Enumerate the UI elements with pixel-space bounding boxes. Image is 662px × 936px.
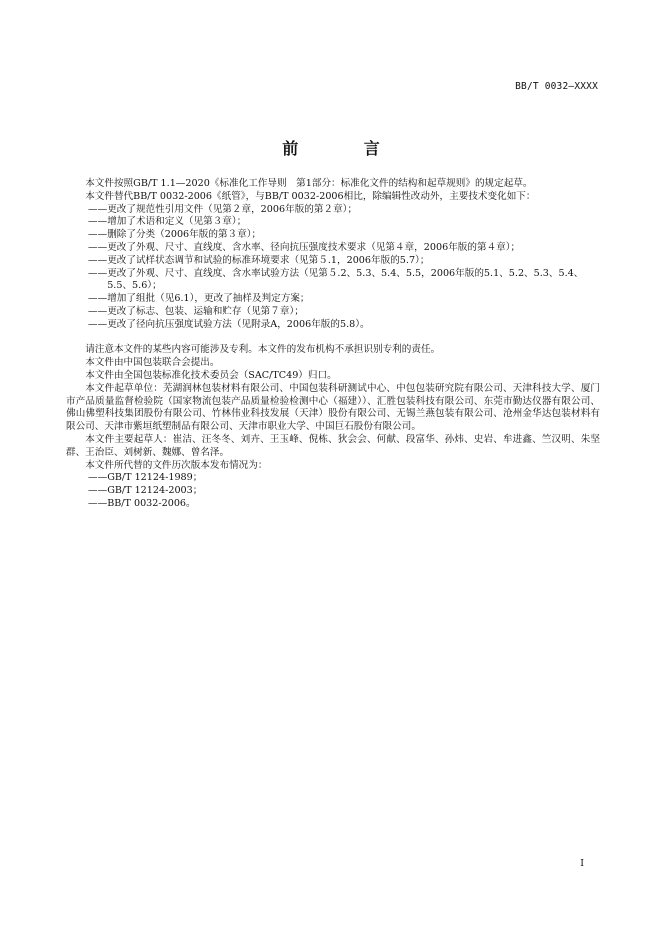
dash-marker: —— — [88, 241, 108, 253]
dash-marker: —— — [88, 472, 108, 484]
dash-marker: —— — [88, 305, 108, 317]
dash-marker: —— — [88, 254, 108, 266]
list-item — [66, 485, 600, 498]
list-item — [66, 293, 600, 306]
change-text: 更改了试样状态调节和试验的标准环境要求（见第５.1，2006年版的5.7）； — [107, 254, 430, 266]
list-item — [66, 216, 600, 229]
list-item — [66, 204, 600, 217]
committee-note: 本文件由全国包装标准化技术委员会（SAC/TC49）归口。 — [85, 369, 337, 381]
foreword-body — [66, 178, 600, 511]
change-text: 增加了组批（见6.1），更改了抽样及判定方案； — [107, 293, 310, 305]
drafting-organizations: 本文件起草单位：芜湖润林包装材料有限公司、中国包装科研测试中心、中包包装研究院有限公司、天津科技大学、厦门市产品质量监督检验院（国家物流包装产品质量检验检测中心（福建））、汇胜包装科技有限公司、东莞市勤达仪器有限公司、佛山佛塑科技集团股份有限公司、竹林伟业科技发展（天津）股份有限公司、无锡兰燕包装有限公司、沧州金华达包装材料有限公司、天津市紫垣纸塑制品有限公司、天津市职业大学、中国巨石股份有限公司。 — [66, 382, 600, 433]
history-intro: 本文件所代替的文件历次版本发布情况为： — [85, 459, 268, 471]
history-text: GB/T 12124-2003； — [107, 485, 203, 497]
dash-marker: —— — [88, 497, 108, 509]
list-item — [66, 268, 600, 294]
dash-marker: —— — [88, 293, 108, 305]
dash-marker: —— — [88, 485, 108, 497]
proposer-note: 本文件由中国包装联合会提出。 — [85, 357, 220, 369]
document-code: BB/T 0032—XXXX — [515, 81, 598, 92]
list-item — [66, 498, 600, 511]
page-title: 前 言 — [282, 139, 410, 158]
dash-marker: —— — [88, 267, 108, 279]
dash-marker: —— — [88, 216, 108, 228]
list-item — [66, 255, 600, 268]
intro-paragraph-1: 本文件按照GB/T 1.1—2020《标准化工作导则 第1部分：标准化文件的结构和起草规则》的规定起草。 — [85, 178, 533, 189]
change-text: 增加了术语和定义（见第３章）； — [107, 216, 247, 228]
dash-marker: —— — [88, 318, 108, 330]
changes-list — [66, 204, 600, 332]
history-text: BB/T 0032-2006。 — [107, 497, 196, 509]
section-gap — [66, 332, 600, 345]
dash-marker: —— — [88, 203, 108, 215]
change-text: 更改了外观、尺寸、直线度、含水率、径向抗压强度技术要求（见第４章，2006年版的第４章）； — [107, 241, 521, 253]
change-text: 更改了外观、尺寸、直线度、含水率试验方法（见第５.2、5.3、5.4、5.5，2006年版的5.1、5.2、5.3、5.4、5.5、5.6）； — [107, 267, 584, 292]
history-text: GB/T 12124-1989； — [107, 472, 203, 484]
list-item — [66, 472, 600, 485]
list-item — [66, 319, 600, 332]
page-number: I — [580, 858, 584, 869]
patent-note: 请注意本文件的某些内容可能涉及专利。本文件的发布机构不承担识别专利的责任。 — [85, 344, 441, 356]
drafters: 本文件主要起草人：崔洁、汪冬冬、刘卉、王玉峰、倪栋、狄会会、何献、段富华、孙炜、史岩、牟进鑫、竺汉明、朱坚群、王治臣、刘树新、魏娜、曾名泽。 — [66, 433, 600, 458]
change-text: 更改了径向抗压强度试验方法（见附录A，2006年版的5.8）。 — [107, 318, 370, 330]
history-list — [66, 472, 600, 510]
list-item — [66, 229, 600, 242]
list-item — [66, 306, 600, 319]
change-text: 更改了标志、包装、运输和贮存（见第７章）； — [107, 305, 304, 317]
intro-paragraph-2: 本文件替代BB/T 0032-2006《纸管》，与BB/T 0032-2006相比，除编辑性改动外，主要技术变化如下： — [85, 190, 536, 202]
list-item — [66, 242, 600, 255]
change-text: 删除了分类（2006年版的第３章）； — [107, 229, 262, 241]
change-text: 更改了规范性引用文件（见第２章，2006年版的第２章）； — [107, 203, 358, 215]
dash-marker: —— — [88, 229, 108, 241]
